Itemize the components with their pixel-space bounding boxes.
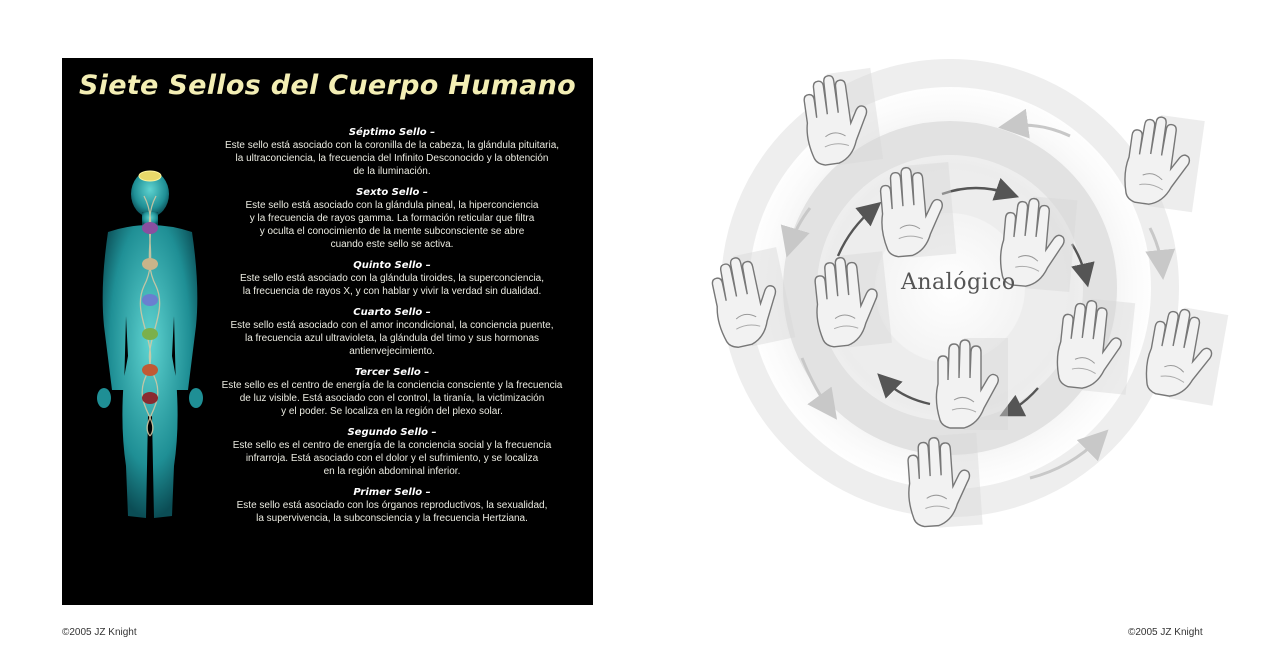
seal-name: Séptimo Sello – [348,127,436,138]
seal-name: Primer Sello – [353,487,431,498]
seal-entry [204,186,580,251]
seal-name: Tercer Sello – [354,367,430,378]
hand-icon [799,68,883,169]
seal-entry [204,306,580,358]
seal-marker [142,294,158,306]
seal-description: Este sello está asociado con los órganos reproductivos, la sexualidad, la supervivencia, la subconsciencia y la frecuencia Hertziana. [236,500,548,524]
seal-description: Este sello es el centro de energía de la conciencia consciente y la frecuencia de luz visible. Está asociado con el control, la tiranía, la victimización y el poder. Se localiza en la región del plexo solar. [221,380,563,417]
seal-description: Este sello es el centro de energía de la conciencia social y la frecuencia infrarroja. Está asociado con el dolor y el sufrimiento, y se localiza en la región abdominal inferior. [232,440,552,477]
seven-seals-poster [62,58,593,605]
seal-marker [142,328,158,340]
seal-name: Quinto Sello – [353,260,431,271]
seals-list [204,126,580,533]
seal-marker [142,222,158,234]
seal-marker [142,364,158,376]
seal-description: Este sello está asociado con el amor incondicional, la conciencia puente, la frecuencia azul ultravioleta, la glándula del timo y sus hormonas antienvejecimiento. [230,320,554,357]
seal-description: Este sello está asociado con la glándula pineal, la hiperconciencia y la frecuencia de rayos gamma. La formación reticular que filtra y oculta el conocimiento de la mente subconsciente se abre cuando este sello se activa. [245,200,539,250]
diagram-label: Analógico [901,270,1016,295]
poster-title: Siete Sellos del Cuerpo Humano [78,70,577,101]
seal-entry [204,259,580,298]
analog-hands-diagram [690,58,1230,558]
seal-marker [142,258,158,270]
seal-description: Este sello está asociado con la glándula tiroides, la superconciencia, la frecuencia de rayos X, y con hablar y vivir la verdad sin dualidad. [239,273,545,297]
seal-description: Este sello está asociado con la coronilla de la cabeza, la glándula pituitaria, la ultraconciencia, la frecuencia del Infinito Desconocido y la obtención de la iluminación. [224,140,560,177]
seal-marker [142,392,158,404]
seal-entry [204,486,580,525]
copyright-left: ©2005 JZ Knight [62,627,137,638]
seal-entry [204,366,580,418]
hand-icon [1121,111,1205,212]
seal-entry [204,426,580,478]
human-body-figure [80,166,220,536]
seal-entry [204,126,580,178]
copyright-right: ©2005 JZ Knight [1128,627,1203,638]
seal-name: Segundo Sello – [347,427,437,438]
seal-name: Sexto Sello – [356,187,428,198]
seal-marker [139,171,161,181]
seal-name: Cuarto Sello – [353,307,431,318]
